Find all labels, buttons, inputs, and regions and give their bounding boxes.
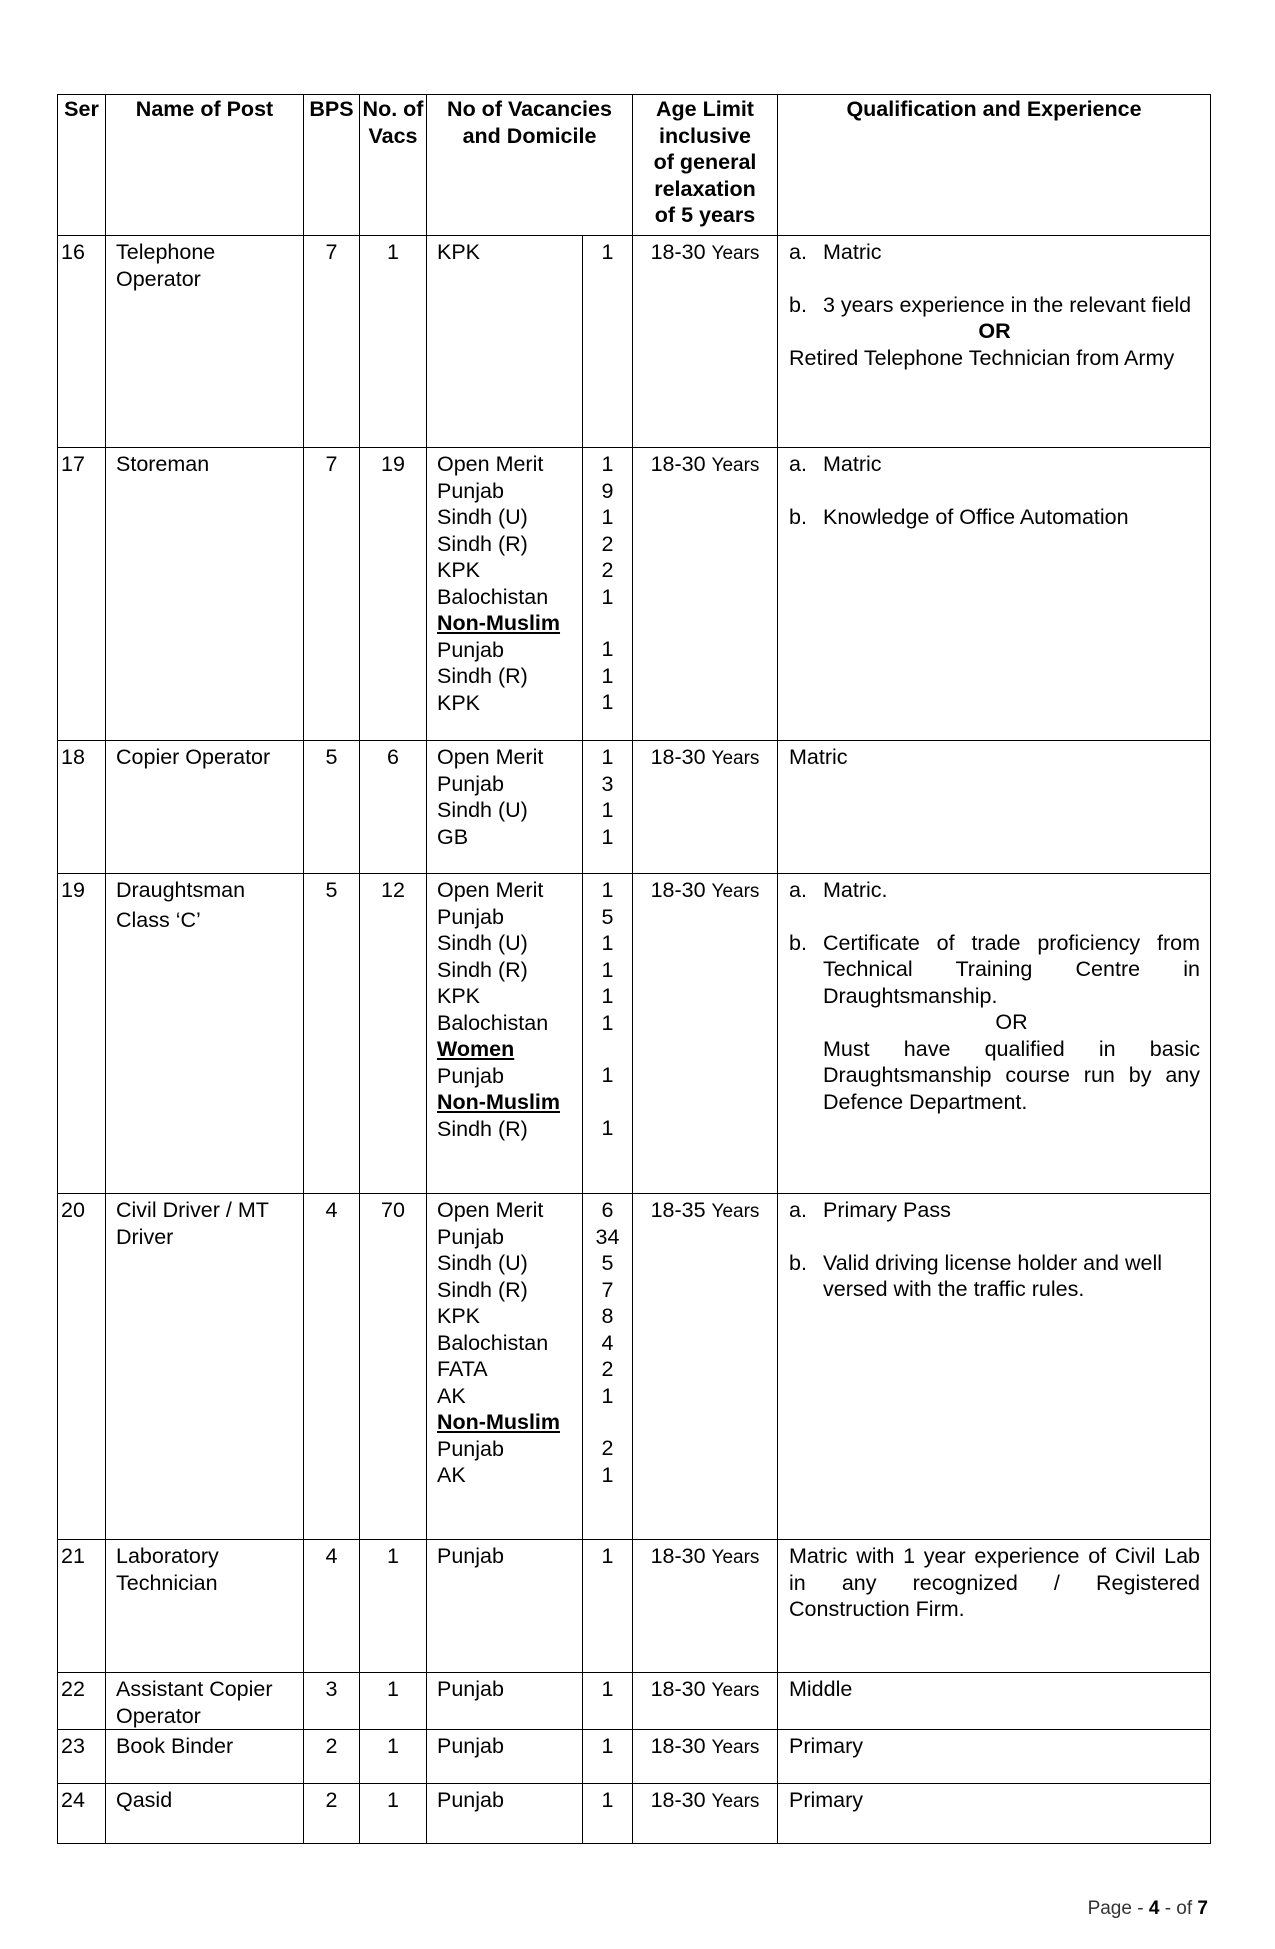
domicile-label: Punjab <box>437 1063 504 1088</box>
ser-cell: 21 <box>58 1540 106 1673</box>
footer-page-number: 4 <box>1148 1898 1160 1919</box>
domicile-list <box>427 448 583 741</box>
age-unit: Years <box>711 881 760 902</box>
table-row <box>58 741 1211 874</box>
domicile-label: Sindh (U) <box>437 1251 528 1275</box>
domicile-label: Punjab <box>437 478 504 503</box>
page-footer <box>1088 1898 1208 1920</box>
domicile-label: Punjab <box>437 771 504 796</box>
domicile-count: 1 <box>601 745 614 769</box>
domicile-list <box>427 1730 583 1784</box>
vacs-cell: 6 <box>360 741 427 874</box>
domicile-label: AK <box>437 1463 466 1487</box>
domicile-counts <box>583 1730 633 1784</box>
domicile-heading: Non-Muslim <box>437 1410 561 1434</box>
domicile-count: 1 <box>601 798 614 822</box>
domicile-count: 2 <box>601 558 614 582</box>
qualification-cell: Primary <box>778 1730 1211 1784</box>
domicile-counts <box>583 874 633 1194</box>
domicile-label: Sindh (R) <box>437 1277 528 1302</box>
qual-or: OR <box>978 319 1011 343</box>
domicile-count: 3 <box>601 771 614 796</box>
domicile-count: 1 <box>601 240 614 264</box>
qual-text: Primary Pass <box>823 1198 951 1222</box>
domicile-count: 2 <box>601 1357 614 1381</box>
domicile-label: Sindh (R) <box>437 1116 528 1141</box>
domicile-counts <box>583 1540 633 1673</box>
qual-item <box>789 239 1200 266</box>
domicile-label: Punjab <box>437 1788 504 1812</box>
bps-cell: 4 <box>304 1540 360 1673</box>
post-name-line: Draughtsman <box>116 878 246 902</box>
domicile-count: 1 <box>601 505 614 529</box>
table-row <box>58 874 1211 1194</box>
domicile-label: Sindh (R) <box>437 664 528 688</box>
age-unit: Years <box>711 1791 760 1812</box>
qualification-cell: Matric with 1 year experience of Civil Lab in any recognized / Registered Construction Firm. <box>778 1540 1211 1673</box>
age-unit: Years <box>711 455 760 476</box>
vacs-cell: 19 <box>360 448 427 741</box>
qual-item <box>789 1036 1200 1116</box>
domicile-label: KPK <box>437 1304 481 1328</box>
domicile-count: 1 <box>601 1677 614 1701</box>
domicile-counts <box>583 741 633 874</box>
ser-cell: 18 <box>58 741 106 874</box>
age-cell <box>633 1730 778 1784</box>
domicile-label: Open Merit <box>437 452 544 476</box>
domicile-label: Punjab <box>437 637 504 662</box>
domicile-label: Balochistan <box>437 1010 549 1035</box>
post-name: Qasid <box>106 1784 304 1844</box>
domicile-label: GB <box>437 824 469 849</box>
header-age: Age Limit inclusive of general relaxation of 5 years <box>633 95 778 236</box>
qual-marker: a. <box>789 240 807 264</box>
age-unit: Years <box>711 748 760 769</box>
table-row <box>58 1730 1211 1784</box>
domicile-count: 1 <box>601 452 614 476</box>
domicile-counts <box>583 1194 633 1540</box>
qual-item <box>789 504 1200 531</box>
domicile-label: Open Merit <box>437 1198 544 1222</box>
domicile-counts <box>583 1673 633 1730</box>
domicile-count: 1 <box>601 824 614 849</box>
qual-item <box>789 451 1200 478</box>
domicile-label: KPK <box>437 240 481 264</box>
domicile-label: Punjab <box>437 1436 504 1461</box>
qual-item <box>789 877 1200 904</box>
age-cell <box>633 1784 778 1844</box>
domicile-label: Punjab <box>437 1677 504 1701</box>
qual-text: Matric <box>823 240 882 264</box>
age-unit: Years <box>711 1680 760 1701</box>
domicile-label: KPK <box>437 558 481 582</box>
qual-item <box>789 1197 1208 1224</box>
qual-text: Retired Telephone Technician from Army <box>789 345 1175 370</box>
age-range: 18-30 <box>650 1788 706 1812</box>
vacs-cell: 1 <box>360 1540 427 1673</box>
domicile-label: Punjab <box>437 904 504 929</box>
footer-middle: - of <box>1164 1898 1193 1919</box>
domicile-count: 1 <box>601 878 614 902</box>
domicile-count: 2 <box>601 531 614 556</box>
bps-cell: 2 <box>304 1730 360 1784</box>
domicile-count: 1 <box>601 690 614 714</box>
domicile-counts <box>583 448 633 741</box>
bps-cell: 3 <box>304 1673 360 1730</box>
ser-cell: 16 <box>58 236 106 448</box>
post-name: Laboratory Technician <box>106 1540 304 1673</box>
domicile-label: FATA <box>437 1357 488 1381</box>
table-row <box>58 1673 1211 1730</box>
domicile-label: KPK <box>437 984 481 1008</box>
age-cell <box>633 741 778 874</box>
header-row <box>58 95 1211 236</box>
age-cell <box>633 236 778 448</box>
bps-cell: 7 <box>304 236 360 448</box>
ser-cell: 17 <box>58 448 106 741</box>
qual-marker: b. <box>789 504 807 529</box>
domicile-label: Balochistan <box>437 584 549 609</box>
ser-cell: 22 <box>58 1673 106 1730</box>
post-name: Book Binder <box>106 1730 304 1784</box>
header-domicile: No of Vacancies and Domicile <box>427 95 633 236</box>
age-range: 18-35 <box>650 1198 706 1222</box>
domicile-list <box>427 1673 583 1730</box>
age-range: 18-30 <box>650 1544 706 1568</box>
footer-page-total: 7 <box>1197 1898 1208 1919</box>
domicile-count: 4 <box>601 1330 614 1355</box>
vacs-cell: 1 <box>360 1730 427 1784</box>
age-cell <box>633 448 778 741</box>
domicile-count: 1 <box>601 931 614 955</box>
domicile-count: 34 <box>595 1224 620 1249</box>
header-ser: Ser <box>58 95 106 236</box>
qualification-cell <box>778 236 1211 448</box>
ser-cell: 23 <box>58 1730 106 1784</box>
domicile-count: 6 <box>601 1198 614 1222</box>
post-name <box>106 874 304 1194</box>
qual-marker: b. <box>789 1250 807 1275</box>
table-row <box>58 236 1211 448</box>
age-cell <box>633 1194 778 1540</box>
vacs-cell: 70 <box>360 1194 427 1540</box>
bps-cell: 5 <box>304 741 360 874</box>
age-range: 18-30 <box>650 878 706 902</box>
age-unit: Years <box>711 1547 760 1568</box>
table-row <box>58 1194 1211 1540</box>
domicile-label: AK <box>437 1383 466 1408</box>
vacs-cell: 1 <box>360 1784 427 1844</box>
qual-text: Knowledge of Office Automation <box>823 504 1129 529</box>
domicile-counts <box>583 236 633 448</box>
qual-marker: a. <box>789 452 807 476</box>
age-range: 18-30 <box>650 240 706 264</box>
age-range: 18-30 <box>650 1677 706 1701</box>
header-name: Name of Post <box>106 95 304 236</box>
domicile-count: 1 <box>601 1063 614 1087</box>
table-row <box>58 1540 1211 1673</box>
domicile-label: Punjab <box>437 1224 504 1249</box>
ser-cell: 20 <box>58 1194 106 1540</box>
domicile-count: 1 <box>601 1115 614 1140</box>
domicile-label: Sindh (U) <box>437 505 528 529</box>
qualification-cell <box>778 448 1211 741</box>
domicile-count: 1 <box>601 1544 614 1568</box>
qual-marker: a. <box>789 878 807 902</box>
domicile-label: Punjab <box>437 1544 504 1568</box>
table-row <box>58 1784 1211 1844</box>
header-vacs: No. of Vacs <box>360 95 427 236</box>
qual-item <box>789 1250 1208 1303</box>
domicile-label: Open Merit <box>437 745 544 769</box>
domicile-counts <box>583 1784 633 1844</box>
age-range: 18-30 <box>650 452 706 476</box>
domicile-count: 9 <box>601 478 614 503</box>
domicile-label: Sindh (U) <box>437 931 528 955</box>
domicile-heading: Non-Muslim <box>437 611 561 635</box>
age-cell <box>633 1673 778 1730</box>
qualification-cell: Middle <box>778 1673 1211 1730</box>
qual-text: Valid driving license holder and well versed with the traffic rules. <box>823 1250 1163 1301</box>
domicile-list <box>427 1194 583 1540</box>
qual-text: Matric. <box>823 878 888 902</box>
qualification-cell <box>778 874 1211 1194</box>
bps-cell: 7 <box>304 448 360 741</box>
domicile-count: 5 <box>601 1251 614 1275</box>
domicile-label: Sindh (R) <box>437 957 528 982</box>
domicile-label: Sindh (R) <box>437 531 528 556</box>
qual-item <box>789 1009 1200 1036</box>
domicile-list <box>427 1784 583 1844</box>
qual-text: 3 years experience in the relevant field <box>823 292 1192 317</box>
domicile-count: 8 <box>601 1304 614 1328</box>
header-qual: Qualification and Experience <box>778 95 1211 236</box>
domicile-count: 1 <box>601 663 614 688</box>
domicile-label: Sindh (U) <box>437 798 528 822</box>
age-cell <box>633 874 778 1194</box>
age-cell <box>633 1540 778 1673</box>
domicile-count: 1 <box>601 1734 614 1758</box>
footer-prefix: Page - <box>1087 1898 1144 1919</box>
domicile-count: 5 <box>601 904 614 929</box>
post-name: Copier Operator <box>106 741 304 874</box>
post-name: Telephone Operator <box>106 236 304 448</box>
domicile-label: Balochistan <box>437 1330 549 1355</box>
domicile-list <box>427 236 583 448</box>
domicile-label: Open Merit <box>437 878 544 902</box>
qual-item <box>789 930 1200 1010</box>
ser-cell: 24 <box>58 1784 106 1844</box>
table-row <box>58 448 1211 741</box>
vacs-cell: 1 <box>360 1673 427 1730</box>
post-name: Storeman <box>106 448 304 741</box>
domicile-label: Punjab <box>437 1734 504 1758</box>
domicile-count: 1 <box>601 957 614 982</box>
qualification-cell <box>778 1194 1211 1540</box>
header-bps: BPS <box>304 95 360 236</box>
ser-cell: 19 <box>58 874 106 1194</box>
age-unit: Years <box>711 243 760 264</box>
qual-text: Matric <box>823 452 882 476</box>
vacs-cell: 1 <box>360 236 427 448</box>
vacancies-table <box>57 94 1211 1844</box>
qual-or: OR <box>995 1010 1028 1034</box>
qual-text: Must have qualified in basic Draughtsmanship course run by any Defence Department. <box>823 1036 1200 1114</box>
post-name: Assistant Copier Operator <box>106 1673 304 1730</box>
vacs-cell: 12 <box>360 874 427 1194</box>
domicile-count: 7 <box>601 1277 614 1302</box>
domicile-count: 1 <box>601 637 614 661</box>
post-name: Civil Driver / MT Driver <box>106 1194 304 1540</box>
domicile-count: 1 <box>601 1010 614 1035</box>
qualification-cell: Primary <box>778 1784 1211 1844</box>
qual-item <box>789 292 1200 319</box>
bps-cell: 5 <box>304 874 360 1194</box>
qual-marker: b. <box>789 292 807 317</box>
qual-text: Certificate of trade proficiency from Technical Training Centre in Draughtsmanship. <box>823 930 1200 1008</box>
domicile-count: 1 <box>601 584 614 609</box>
qual-marker: a. <box>789 1198 807 1222</box>
domicile-list <box>427 874 583 1194</box>
domicile-count: 2 <box>601 1436 614 1460</box>
age-range: 18-30 <box>650 745 706 769</box>
post-name-line: Class ‘C’ <box>116 907 201 932</box>
domicile-list <box>427 1540 583 1673</box>
domicile-count: 1 <box>601 984 614 1008</box>
qual-marker: b. <box>789 930 807 955</box>
age-unit: Years <box>711 1737 760 1758</box>
domicile-heading: Non-Muslim <box>437 1090 561 1114</box>
domicile-count: 1 <box>601 1462 614 1487</box>
bps-cell: 4 <box>304 1194 360 1540</box>
domicile-heading: Women <box>437 1037 515 1061</box>
domicile-count: 1 <box>601 1788 614 1812</box>
domicile-label: KPK <box>437 690 481 715</box>
domicile-list <box>427 741 583 874</box>
qualification-cell: Matric <box>778 741 1211 874</box>
age-range: 18-30 <box>650 1734 706 1758</box>
domicile-count: 1 <box>601 1383 614 1408</box>
age-unit: Years <box>711 1201 760 1222</box>
bps-cell: 2 <box>304 1784 360 1844</box>
